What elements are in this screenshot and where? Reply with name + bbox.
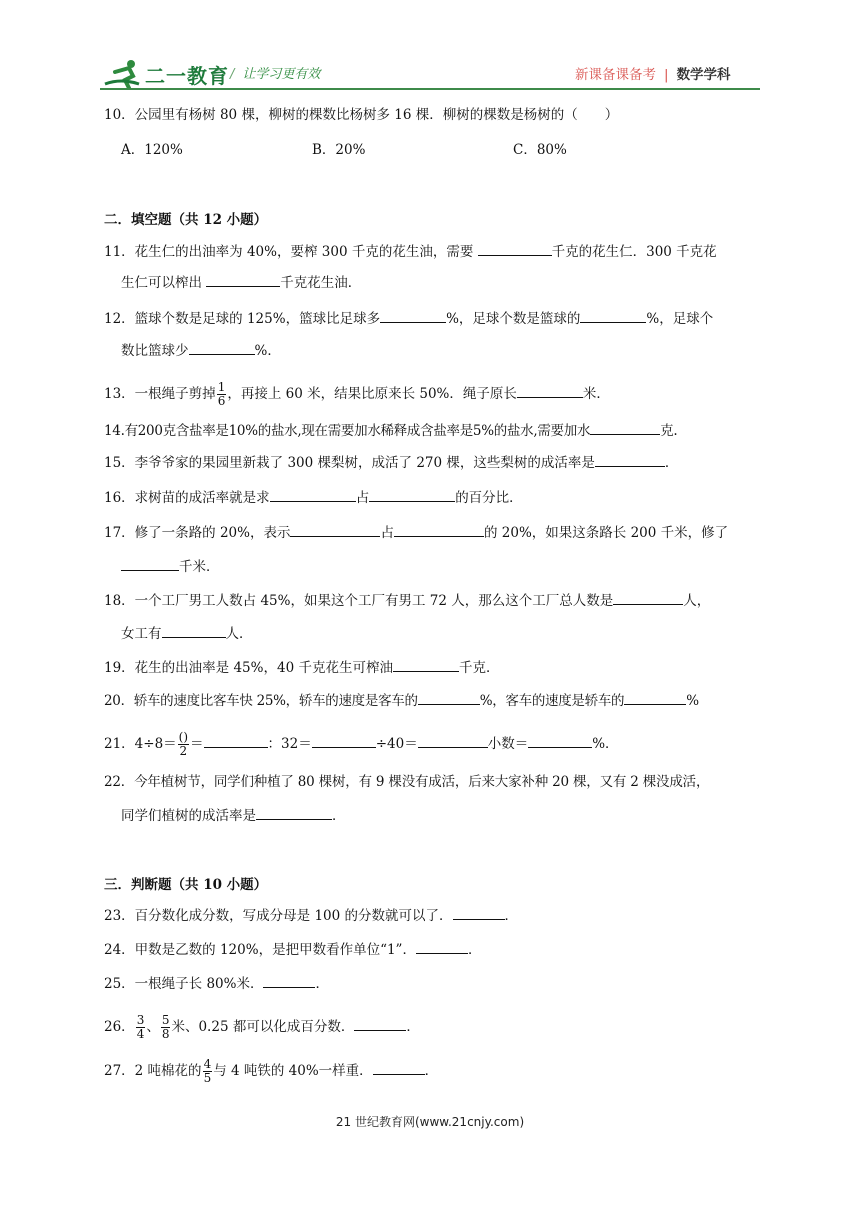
answer-blank[interactable] (393, 657, 459, 672)
question-15: 15．李爷爷家的果园里新栽了 300 棵梨树，成活了 270 棵，这些梨树的成活率是 ． (104, 452, 678, 473)
question-24: 24．甲数是乙数的 120%，是把甲数看作单位“1”． ． (104, 939, 481, 960)
header-divider (100, 88, 760, 90)
question-17: 17．修了一条路的 20%，表示 占 的 20%，如果这条路长 200 千米，修了 (104, 522, 728, 543)
answer-blank[interactable] (256, 805, 332, 820)
answer-blank[interactable] (595, 452, 665, 467)
question-21: 21．4÷8＝ $\frac{()}{2}$ ＝ ：32＝ ÷40＝ 小数＝ %． (104, 730, 619, 758)
answer-blank[interactable] (312, 733, 376, 748)
section-heading-judge: 三．判断题（共 10 小题） (104, 877, 268, 893)
section-heading-fill: 二．填空题（共 12 小题） (104, 212, 268, 228)
option-a: A．120% (121, 142, 183, 158)
fraction: $\frac{4}{5}$ (203, 1057, 212, 1085)
question-22-cont: 同学们植树的成活率是 ． (121, 805, 346, 826)
answer-blank[interactable] (121, 556, 179, 571)
answer-blank[interactable] (290, 522, 380, 537)
footer: 21 世纪教育网(www.21cnjy.com) (335, 1115, 525, 1129)
answer-blank[interactable] (416, 939, 468, 954)
answer-blank[interactable] (528, 733, 592, 748)
answer-blank[interactable] (453, 905, 505, 920)
header-separator: | (664, 67, 669, 83)
fraction: $\frac{5}{8}$ (161, 1013, 170, 1041)
question-11-cont: 生仁可以榨出 千克花生油． (121, 272, 361, 293)
question-12-cont: 数比篮球少 %． (121, 340, 281, 361)
fraction: $\frac{3}{4}$ (136, 1013, 145, 1041)
question-22: 22．今年植树节，同学们种植了 80 棵树，有 9 棵没有成活，后来大家补种 20 棵，又有 2 棵没成活， (104, 774, 710, 790)
answer-blank[interactable] (380, 308, 446, 323)
question-13: 13．一根绳子剪掉 $\frac{1}{6}$ ，再接上 60 米，结果比原来长 50%．绳子原长 米． (104, 380, 610, 408)
question-25: 25．一根绳子长 80%米． ． (104, 973, 329, 994)
answer-blank[interactable] (418, 733, 488, 748)
answer-blank[interactable] (204, 733, 268, 748)
answer-blank[interactable] (373, 1060, 425, 1075)
question-20: 20．轿车的速度比客车快 25%，轿车的速度是客车的 %，客车的速度是轿车的 % (104, 690, 699, 711)
question-19: 19．花生的出油率是 45%，40 千克花生可榨油 千克． (104, 657, 499, 678)
answer-blank[interactable] (354, 1016, 406, 1031)
answer-blank[interactable] (206, 272, 280, 287)
answer-blank[interactable] (270, 487, 356, 502)
question-11: 11．花生仁的出油率为 40%，要榨 300 千克的花生油，需要 千克的花生仁．300 千克花 (104, 241, 717, 262)
answer-blank[interactable] (580, 308, 646, 323)
slogan-text: 让学习更有效 (242, 67, 321, 82)
question-10: 10．公园里有杨树 80 棵，柳树的棵数比杨树多 16 棵．柳树的棵数是杨树的（ ） (104, 107, 619, 123)
logo-text: 二一教育 (145, 64, 229, 88)
answer-blank[interactable] (263, 973, 315, 988)
question-17-cont: 千米． (121, 556, 220, 577)
header-right (575, 63, 731, 83)
question-26: 26． $\frac{3}{4}$ 、 $\frac{5}{8}$ 米、0.25 都可以化成百分数． ． (104, 1013, 420, 1041)
answer-blank[interactable] (418, 690, 480, 705)
header-subject: 数学学科 (676, 67, 731, 83)
header-tagline: 新课备课备考 (575, 67, 656, 83)
fraction: $\frac{()}{2}$ (178, 730, 189, 758)
question-18: 18．一个工厂男工人数占 45%，如果这个工厂有男工 72 人，那么这个工厂总人数是 人， (104, 590, 710, 611)
runner-logo-icon (103, 58, 143, 90)
answer-blank[interactable] (394, 522, 484, 537)
question-12: 12．篮球个数是足球的 125%，篮球比足球多 %，足球个数是篮球的 %，足球个 (104, 308, 713, 329)
question-16: 16．求树苗的成活率就是求 占 的百分比． (104, 487, 523, 508)
answer-blank[interactable] (369, 487, 455, 502)
answer-blank[interactable] (613, 590, 683, 605)
question-14: 14.有200克含盐率是10%的盐水,现在需要加水稀释成含盐率是5%的盐水,需要加水 克. (104, 420, 677, 441)
slogan: / 让学习更有效 (230, 67, 321, 82)
answer-blank[interactable] (624, 690, 686, 705)
answer-blank[interactable] (162, 623, 226, 638)
question-27: 27．2 吨棉花的 $\frac{4}{5}$ 与 4 吨铁的 40%一样重． ． (104, 1057, 439, 1085)
question-23: 23．百分数化成分数，写成分母是 100 的分数就可以了． ． (104, 905, 518, 926)
fraction: $\frac{1}{6}$ (217, 380, 226, 408)
option-c: C．80% (513, 142, 567, 158)
option-b: B．20% (312, 142, 366, 158)
answer-blank[interactable] (590, 420, 660, 435)
question-18-cont: 女工有 人． (121, 623, 253, 644)
answer-blank[interactable] (189, 340, 255, 355)
answer-blank[interactable] (517, 383, 583, 398)
answer-blank[interactable] (478, 241, 552, 256)
